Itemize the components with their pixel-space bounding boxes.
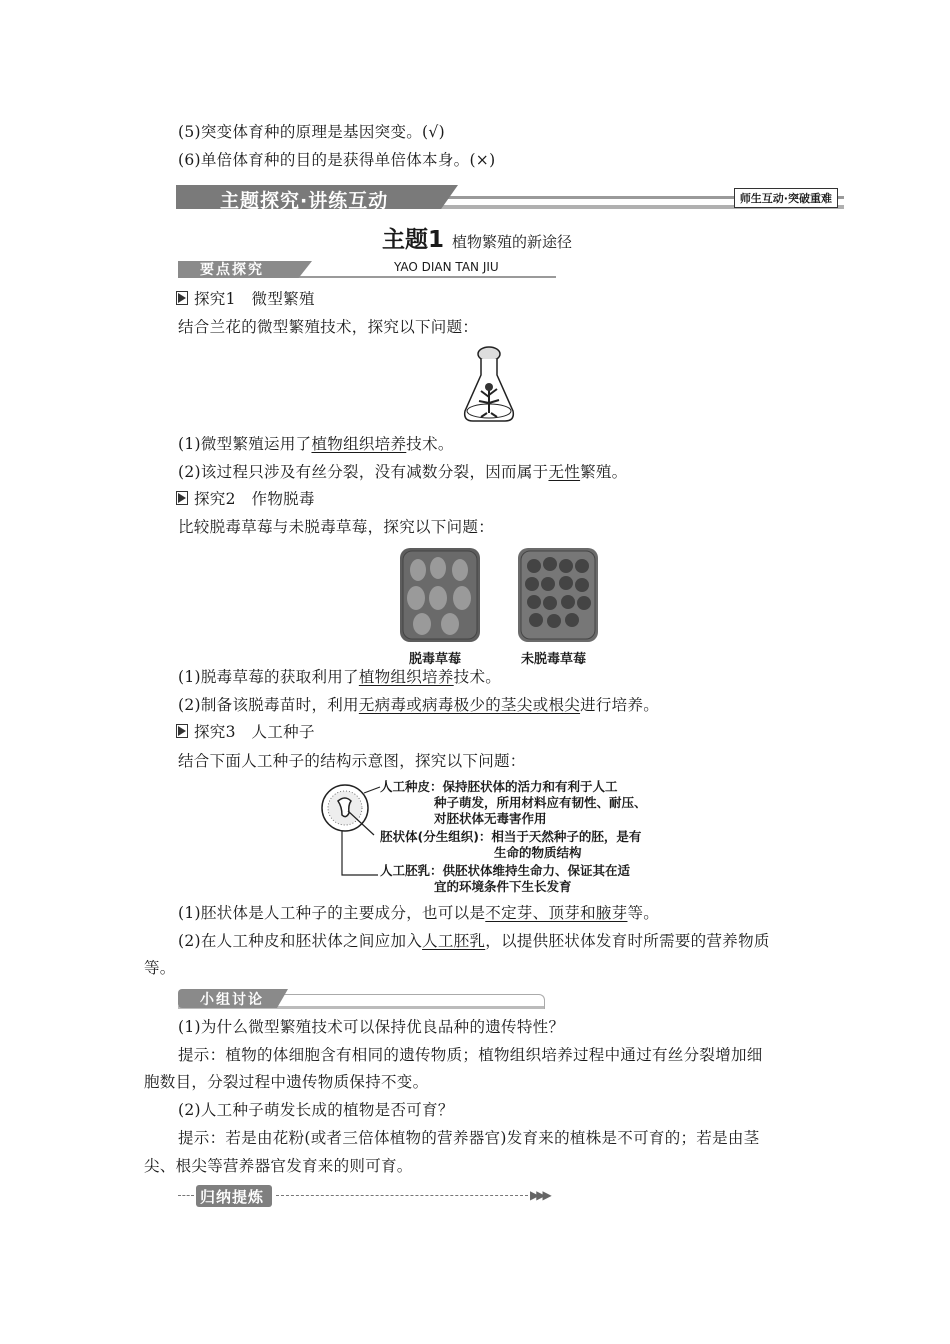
theme-title: 植物繁殖的新途径 (452, 233, 573, 251)
explore1-q1-answer: 植物组织培养 (311, 435, 407, 453)
orchid-flask-figure (461, 345, 517, 425)
discussion-a1-line1: 提示：植物的体细胞含有相同的遗传物质；植物组织培养过程中通过有丝分裂增加细 (178, 1046, 763, 1064)
play-marker-icon (178, 293, 186, 303)
coat-label-1: 人工种皮：保持胚状体的活力和有利于人工 (380, 779, 618, 794)
infected-strawberry-photo (518, 548, 598, 642)
explore3-q2 (178, 930, 770, 952)
section-banner (176, 185, 844, 212)
play-marker-icon (178, 493, 186, 503)
discussion-a1-line2: 胞数目，分裂过程中遗传物质保持不变。 (144, 1073, 429, 1091)
explore3-q2-wrap: 等。 (144, 959, 176, 977)
explore1-q1-text: (1)微型繁殖运用了 (178, 435, 312, 453)
key-points-bar (178, 261, 556, 278)
theme-heading (382, 221, 572, 254)
explore2-q1-tail: 技术。 (453, 668, 502, 686)
explore1-prompt: 结合兰花的微型繁殖技术，探究以下问题： (178, 318, 479, 336)
summary-label: 归纳提炼 (200, 1188, 265, 1206)
explore1-q1 (178, 433, 454, 455)
discussion-q1: (1)为什么微型繁殖技术可以保持优良品种的遗传特性？ (178, 1018, 565, 1036)
explore3-heading (178, 721, 315, 743)
banner-title: 主题探究·讲练互动 (220, 190, 389, 212)
explore1-q2-answer: 无性 (548, 463, 581, 481)
explore1-q2-tail: 繁殖。 (580, 463, 628, 481)
explore1-q2-text: (2)该过程只涉及有丝分裂，没有减数分裂，因而属于 (178, 463, 549, 481)
discussion-q2: (2)人工种子萌发长成的植物是否可育？ (178, 1101, 454, 1119)
artificial-seed-diagram (318, 775, 678, 895)
explore3-q2-tail: ，以提供胚状体发育时所需要的营养物质 (485, 932, 770, 950)
explore2-q2-text: (2)制备该脱毒苗时，利用 (178, 696, 359, 714)
explore1-heading (178, 288, 315, 310)
explore2-heading (178, 488, 315, 510)
coat-label-2: 种子萌发，所用材料应有韧性、耐压、 (434, 795, 647, 810)
triple-arrow-icon: ▶▶▶ (530, 1188, 549, 1202)
theme-number: 主题1 (382, 227, 445, 253)
explore3-q2-answer: 人工胚乳 (422, 932, 486, 950)
explore3-q1-answer: 不定芽、顶芽和腋芽 (485, 904, 628, 922)
explore3-q2-text: (2)在人工种皮和胚状体之间应加入 (178, 932, 423, 950)
summary-dash-left (178, 1195, 194, 1196)
embryo-label-2: 生命的物质结构 (494, 845, 582, 860)
explore1-q1-tail: 技术。 (406, 435, 454, 453)
virus-free-strawberry-photo (400, 548, 480, 642)
explore2-q1 (178, 666, 501, 688)
key-points-pinyin: YAO DIAN TAN JIU (394, 260, 499, 274)
summary-bar (178, 1185, 558, 1207)
explore2-q2-tail: 进行培养。 (580, 696, 660, 714)
discussion-a2-line2: 尖、根尖等营养器官发育来的则可育。 (144, 1157, 413, 1175)
summary-dash-right (276, 1195, 528, 1196)
explore3-q1 (178, 902, 659, 924)
explore2-q1-answer: 植物组织培养 (358, 668, 454, 686)
explore2-q2-answer: 无病毒或病毒极少的茎尖或根尖 (358, 696, 581, 714)
explore1-q2 (178, 461, 627, 483)
embryo-label-1: 胚状体(分生组织)：相当于天然种子的胚，是有 (380, 829, 642, 844)
explore3-q1-text: (1)胚状体是人工种子的主要成分，也可以是 (178, 904, 486, 922)
endosperm-label-2: 宜的环境条件下生长发育 (434, 879, 572, 894)
explore2-q2 (178, 694, 659, 716)
caption-virus-free: 脱毒草莓 (409, 652, 462, 667)
explore1-title: 探究1 微型繁殖 (194, 290, 315, 308)
play-marker-icon (178, 726, 186, 736)
explore2-prompt: 比较脱毒草莓与未脱毒草莓，探究以下问题： (178, 518, 495, 536)
discussion-a2-line1: 提示：若是由花粉(或者三倍体植物的营养器官)发育来的植株是不可育的；若是由茎 (178, 1129, 760, 1147)
explore2-q1-text: (1)脱毒草莓的获取利用了 (178, 668, 359, 686)
discussion-label: 小组讨论 (200, 992, 264, 1008)
banner-tag: 师生互动·突破重难 (734, 188, 838, 208)
coat-label-3: 对胚状体无毒害作用 (434, 811, 547, 826)
explore3-q1-tail: 等。 (627, 904, 660, 922)
key-points-label: 要点探究 (200, 262, 264, 278)
explore3-prompt: 结合下面人工种子的结构示意图，探究以下问题： (178, 752, 526, 770)
endosperm-label-1: 人工胚乳：供胚状体维持生命力、保证其在适 (380, 863, 631, 878)
seed-structure-icon (318, 775, 388, 895)
caption-infected: 未脱毒草莓 (521, 652, 587, 667)
statement-5: (5)突变体育种的原理是基因突变。(√) (178, 123, 445, 141)
explore2-title: 探究2 作物脱毒 (194, 490, 315, 508)
statement-6: (6)单倍体育种的目的是获得单倍体本身。(×) (178, 151, 496, 169)
explore3-title: 探究3 人工种子 (194, 723, 315, 741)
discussion-bar (178, 989, 544, 1009)
